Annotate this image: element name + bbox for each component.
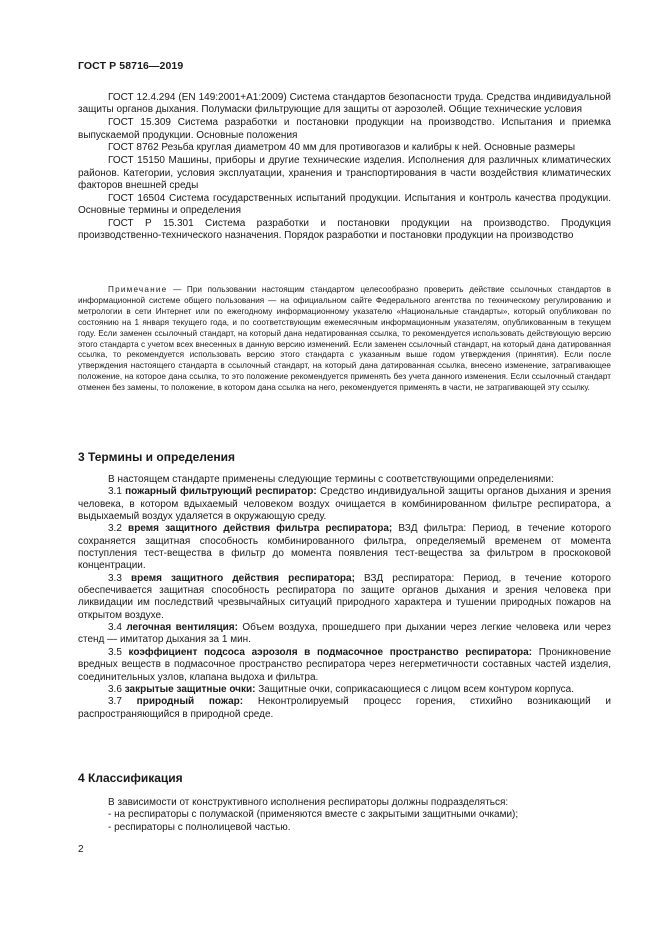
term-name: природный пожар: bbox=[136, 696, 244, 708]
section-4-body bbox=[78, 797, 611, 834]
section-heading: 4 Классификация bbox=[78, 771, 183, 785]
list-item: - респираторы с полнолицевой частью. bbox=[108, 821, 291, 833]
term-name: легочная вентиляция: bbox=[126, 622, 238, 634]
reference-item: ГОСТ 16504 Система государственных испытаний продукции. Испытания и контроль качества продукции. Основные термины и определения bbox=[78, 192, 611, 217]
reference-item: ГОСТ 12.4.294 (EN 149:2001+A1:2009) Система стандартов безопасности труда. Средства индивидуальной защиты органов дыхания. Полумаски фильтрующие для защиты от аэрозолей. Общие технические условия bbox=[78, 92, 611, 116]
term-definition: 3.3 время защитного действия респиратора; ВЗД респиратора: Период, в течение которого обеспечивается защитная способность респиратора по защите органов дыхания и зрения человека при ликвидации им последствий чрезвычайных ситуаций природного характера и тушении природных пожаров на открытом воздухе. bbox=[78, 572, 611, 621]
note-label: Примечание bbox=[108, 285, 168, 294]
section-intro: В настоящем стандарте применены следующие термины с соответствующими определениями: bbox=[108, 474, 554, 485]
term-definition: 3.6 закрытые защитные очки: Защитные очки, соприкасающиеся с лицом всем контуром корпуса. bbox=[108, 683, 575, 695]
section-3-heading-wrap bbox=[78, 450, 611, 464]
note-block bbox=[78, 285, 611, 394]
section-intro: В зависимости от конструктивного исполнения респираторы должны подразделяться: bbox=[108, 797, 509, 808]
section-heading: 3 Термины и определения bbox=[78, 450, 236, 464]
document-header: ГОСТ Р 58716—2019 bbox=[78, 60, 184, 72]
note-paragraph bbox=[78, 285, 611, 394]
term-definition: 3.7 природный пожар: Неконтролируемый процесс горения, стихийно возникающий и распространяющийся в природной среде. bbox=[78, 696, 612, 720]
reference-item: ГОСТ 15.309 Система разработки и постановки продукции на производство. Испытания и приемка выпускаемой продукции. Основные положения bbox=[78, 117, 611, 141]
note-text: — При пользовании настоящим стандартом целесообразно проверить действие ссылочных стандартов в информационной системе общего пользования — на официальном сайте Федерального агентства по техническому регулированию и метрологии в сети Интернет или по ежегодному информационному указателю «Национальные стандарты», который опубликован по состоянию на 1 января текущего года, и по соответствующим ежемесячным информационным указателям, опубликованным в текущем году. Если заменен ссылочный стандарт, на который дана недатированная ссылка, то рекомендуется использовать действующую версию этого стандарта с учетом всех внесенных в данную версию изменений. Если заменен ссылочный стандарт, на который дана датированная ссылка, то рекомендуется использовать версию этого стандарта с указанным выше годом утверждения (принятия). Если после утверждения настоящего стандарта в ссылочный стандарт, на который дана датированная ссылка, внесено изменение, затрагивающее положение, на которое дана ссылка, то это положение рекомендуется применять без учета данного изменения. Если ссылочный стандарт отменен без замены, то положение, в котором дана ссылка на него, рекомендуется применять в части, не затрагивающей эту ссылку. bbox=[78, 285, 611, 393]
term-name: коэффициент подсоса аэрозоля в подмасочное пространство респиратора: bbox=[128, 646, 533, 658]
term-definition: 3.1 пожарный фильтрующий респиратор: Средство индивидуальной защиты органов дыхания и зрения человека, в котором вдыхаемый человеком воздух очищается в комбинированном фильтре респиратора, а выдыхаемый воздух удаляется в окружающую среду. bbox=[78, 486, 611, 523]
term-name: закрытые защитные очки: bbox=[124, 683, 256, 695]
term-definition: 3.4 легочная вентиляция: Объем воздуха, прошедшего при дыхании через легкие человека или через стенд — имитатор дыхания за 1 мин. bbox=[78, 622, 611, 646]
normative-references bbox=[78, 92, 611, 243]
reference-item: ГОСТ Р 15.301 Система разработки и постановки продукции на производство. Продукция производственно-технического назначения. Порядок разработки и постановки продукции на производство bbox=[78, 217, 611, 242]
page-number: 2 bbox=[78, 844, 84, 855]
reference-item: ГОСТ 8762 Резьба круглая диаметром 40 мм для противогазов и калибры к ней. Основные размеры bbox=[108, 142, 576, 154]
term-name: пожарный фильтрующий респиратор: bbox=[125, 486, 317, 498]
classification-list bbox=[78, 809, 611, 834]
term-name: время защитного действия респиратора; bbox=[131, 572, 355, 584]
term-name: время защитного действия фильтра респиратора; bbox=[128, 523, 393, 535]
term-definition: 3.5 коэффициент подсоса аэрозоля в подмасочное пространство респиратора: Проникновение вредных веществ в подмасочное пространство респиратора через негерметичности составных частей изделия, соединительных узлов, клапана выдоха и фильтра. bbox=[78, 646, 611, 683]
list-item: - на респираторы с полумаской (применяются вместе с закрытыми защитными очками); bbox=[108, 809, 519, 821]
section-4-heading-wrap bbox=[78, 771, 611, 785]
reference-item: ГОСТ 15150 Машины, приборы и другие технические изделия. Исполнения для различных климатических районов. Категории, условия эксплуатации, хранения и транспортирования в части воздействия климатических факторов внешней среды bbox=[78, 155, 611, 191]
term-definition: 3.2 время защитного действия фильтра респиратора; ВЗД фильтра: Период, в течение которого сохраняется защитная способность комбинированного фильтра, определяемый временем от момента поступления тест-вещества в фильтр до момента появления тест-вещества за фильтром в проскоковой концентрации. bbox=[78, 523, 612, 572]
section-3-body bbox=[78, 474, 611, 721]
